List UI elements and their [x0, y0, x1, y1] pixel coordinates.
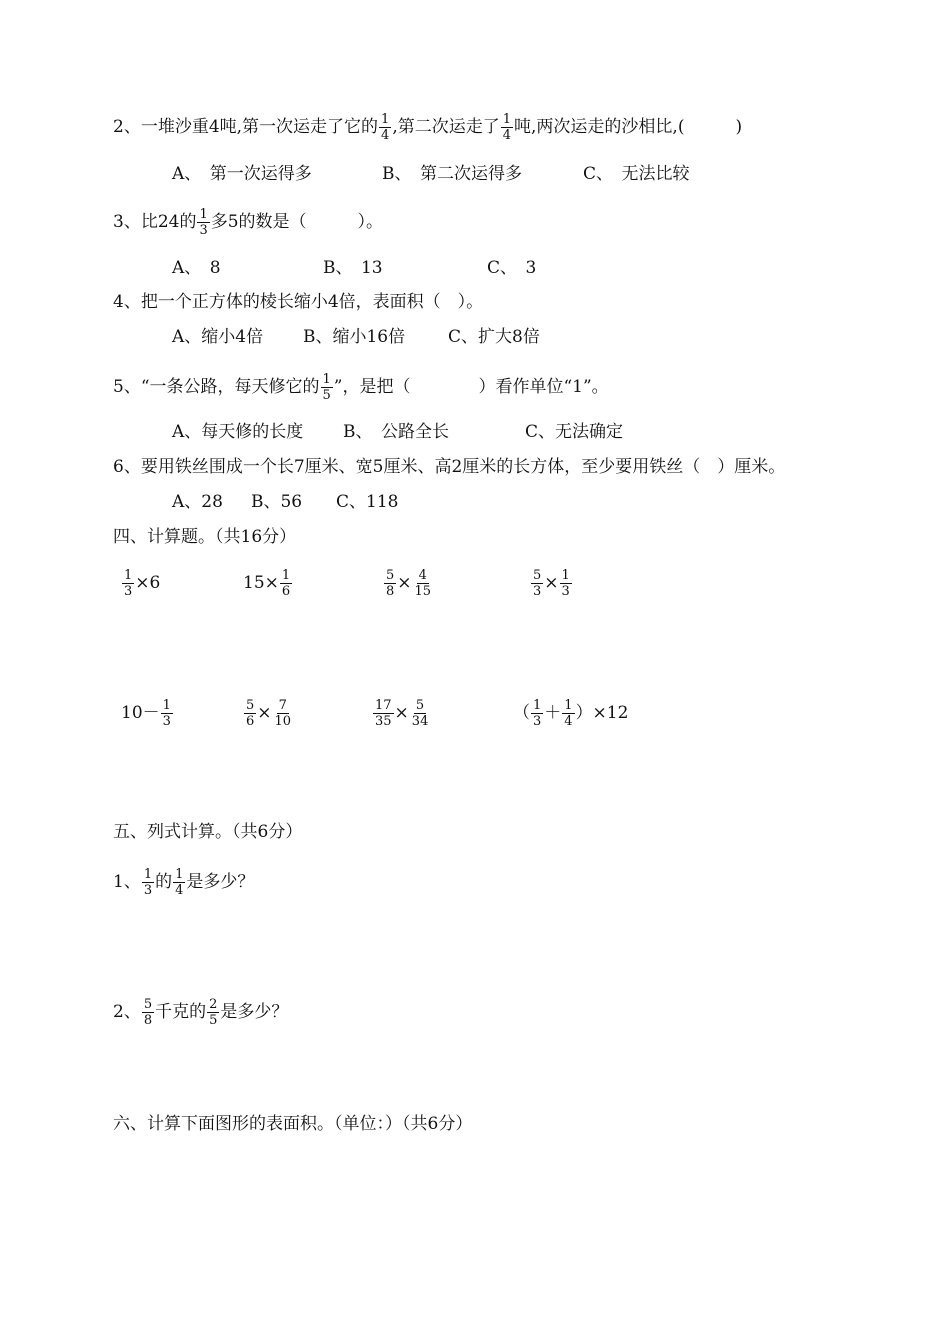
fraction: $\frac{1}{3}$ — [533, 698, 542, 729]
calc-item: 15× $\frac{1}{6}$ — [243, 568, 291, 599]
fraction: $\frac{5}{8}$ — [386, 568, 395, 599]
question-6: 6、要用铁丝围成一个长7厘米、宽5厘米、高2厘米的长方体，至少要用铁丝（ ）厘米。 — [113, 457, 786, 477]
q3-option-b: B、 13 — [323, 258, 383, 278]
calc-item: 10－ $\frac{1}{3}$ — [121, 698, 171, 729]
q4-option-a: A、缩小4倍 — [172, 327, 264, 347]
calc-item: $\frac{5}{3}$ × $\frac{1}{3}$ — [533, 568, 570, 599]
section-6-title: 六、计算下面图形的表面积。（单位：）（共6分） — [113, 1114, 473, 1134]
q5-option-b: B、 公路全长 — [343, 422, 449, 442]
q4-option-b: B、缩小16倍 — [303, 327, 406, 347]
fraction: $\frac{1}{3}$ — [162, 698, 171, 729]
section-5-title: 五、列式计算。（共6分） — [113, 822, 303, 842]
calc-item: $\frac{17}{35}$ × $\frac{5}{34}$ — [375, 698, 429, 729]
fraction: $\frac{5}{3}$ — [533, 568, 542, 599]
fraction: $\frac{1}{3}$ — [143, 867, 153, 898]
question-5: 5、“一条公路，每天修它的 $\frac{1}{5}$ ”，是把（ ）看作单位“1”。 — [113, 372, 609, 403]
fraction: $\frac{1}{4}$ — [502, 112, 512, 143]
fraction: $\frac{4}{15}$ — [414, 568, 432, 599]
calc-item: $\frac{5}{8}$ × $\frac{4}{15}$ — [386, 568, 432, 599]
q6-option-a: A、28 — [172, 492, 223, 512]
question-4: 4、把一个正方体的棱长缩小4倍，表面积（ ）。 — [113, 292, 484, 312]
q5-option-a: A、每天修的长度 — [172, 422, 304, 442]
fraction: $\frac{1}{5}$ — [322, 372, 331, 403]
question-2: 2、一堆沙重4吨,第一次运走了它的 $\frac{1}{4}$ ,第二次运走了 $\frac{1}{4}$ 吨,两次运走的沙相比,( ) — [113, 112, 743, 143]
q6-option-b: B、56 — [251, 492, 303, 512]
fraction: $\frac{17}{35}$ — [375, 698, 392, 729]
q2-option-c: C、 无法比较 — [583, 164, 690, 184]
fraction: $\frac{1}{4}$ — [175, 867, 184, 898]
q2-option-b: B、 第二次运得多 — [382, 164, 522, 184]
q5-option-c: C、无法确定 — [525, 422, 624, 442]
fraction: $\frac{2}{5}$ — [209, 997, 218, 1028]
q4-option-c: C、扩大8倍 — [448, 327, 540, 347]
fraction: $\frac{1}{3}$ — [124, 568, 133, 599]
fraction: $\frac{5}{8}$ — [143, 997, 153, 1028]
fraction: $\frac{5}{34}$ — [411, 698, 429, 729]
q2-option-a: A、 第一次运得多 — [172, 164, 312, 184]
calc-item: （ $\frac{1}{3}$ ＋ $\frac{1}{4}$ ）×12 — [513, 698, 629, 729]
fraction: $\frac{1}{4}$ — [564, 698, 573, 729]
calc-item: $\frac{5}{6}$ × $\frac{7}{10}$ — [246, 698, 292, 729]
fraction: $\frac{1}{3}$ — [199, 207, 208, 238]
section-5-question-1: 1、 $\frac{1}{3}$ 的 $\frac{1}{4}$ 是多少？ — [113, 867, 255, 898]
calc-item: $\frac{1}{3}$ ×6 — [124, 568, 161, 599]
section-5-question-2: 2、 $\frac{5}{8}$ 千克的 $\frac{2}{5}$ 是多少？ — [113, 997, 289, 1028]
question-3: 3、比24的 $\frac{1}{3}$ 多5的数是（ ）。 — [113, 207, 384, 238]
fraction: $\frac{1}{6}$ — [281, 568, 291, 599]
q3-option-a: A、 8 — [172, 258, 221, 278]
fraction: $\frac{1}{4}$ — [381, 112, 390, 143]
q6-option-c: C、118 — [336, 492, 399, 512]
fraction: $\frac{1}{3}$ — [561, 568, 570, 599]
fraction: $\frac{5}{6}$ — [246, 698, 255, 729]
section-4-title: 四、计算题。（共16分） — [113, 527, 297, 547]
q3-option-c: C、 3 — [487, 258, 537, 278]
fraction: $\frac{7}{10}$ — [274, 698, 292, 729]
